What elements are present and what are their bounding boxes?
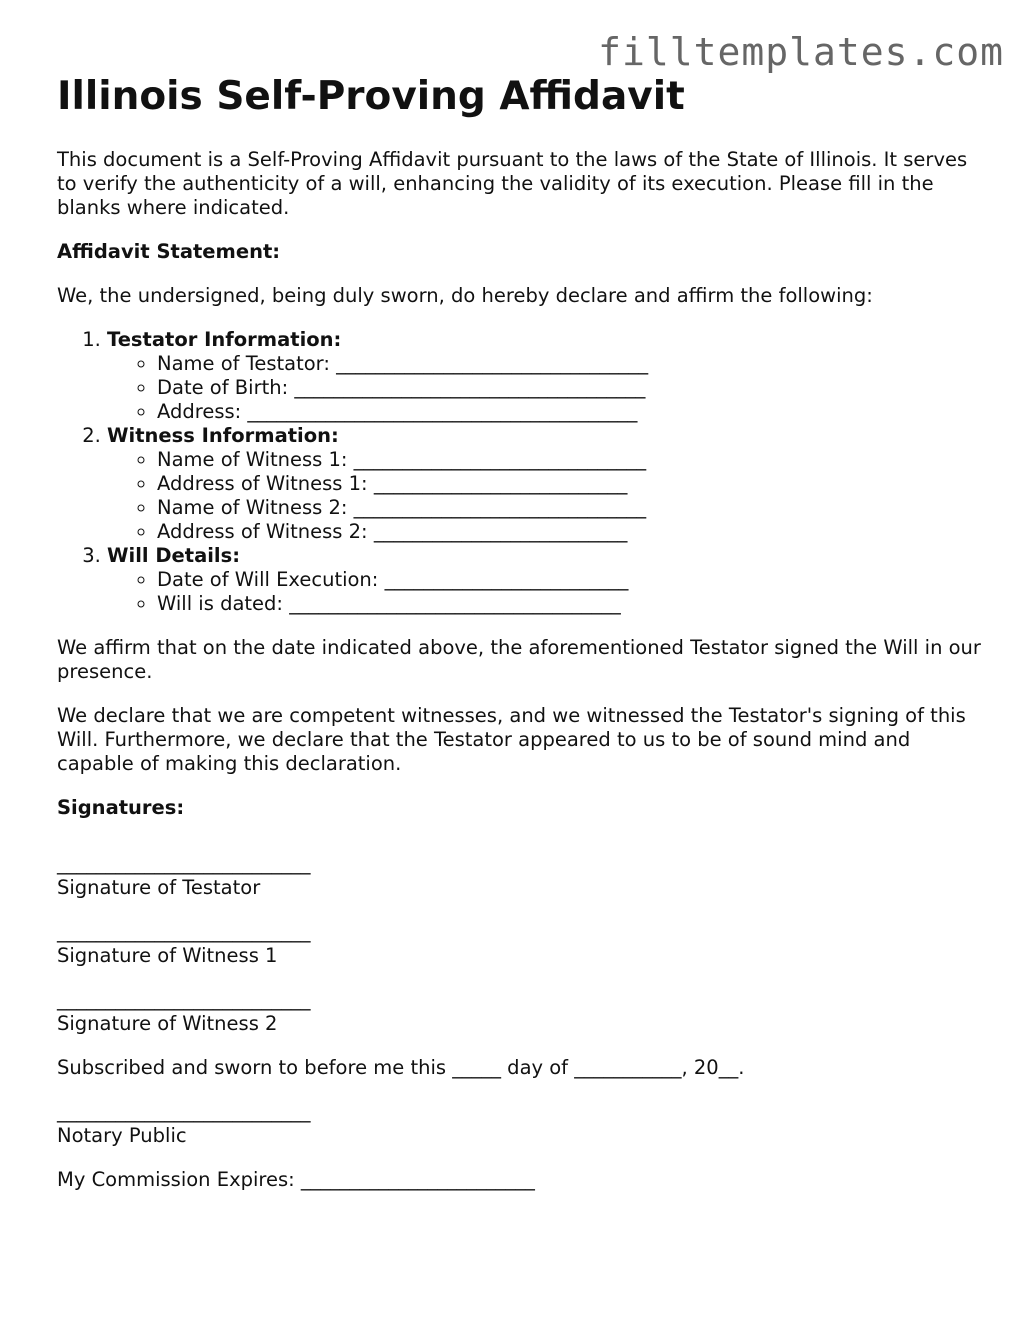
signature-block-witness-2 xyxy=(57,988,992,1036)
field-name-of-testator[interactable]: ◦ Name of Testator: ________________________________ xyxy=(157,352,992,376)
notary-public-label: Notary Public xyxy=(57,1124,187,1147)
signature-label-witness-2: Signature of Witness 2 xyxy=(57,1012,278,1035)
field-address-of-witness-2[interactable]: ◦ Address of Witness 2: __________________________ xyxy=(157,520,992,544)
signature-block-testator xyxy=(57,852,992,900)
signature-block-notary xyxy=(57,1100,992,1148)
signature-block-witness-1 xyxy=(57,920,992,968)
commission-expires-line[interactable]: My Commission Expires: ________________________ xyxy=(57,1168,535,1191)
statement-heading: Affidavit Statement: xyxy=(57,240,281,263)
subscribed-sworn-line[interactable]: Subscribed and sworn to before me this _____ day of ___________, 20__. xyxy=(57,1056,745,1079)
field-address[interactable]: ◦ Address: ________________________________________ xyxy=(157,400,992,424)
signature-line-witness-1[interactable]: __________________________ xyxy=(57,920,311,943)
declare-paragraph: We declare that we are competent witnesses, and we witnessed the Testator's signing of this Will. Furthermore, we declare that the Testator appeared to us to be of sound mind and capable of making this declaration. xyxy=(57,704,966,775)
field-date-of-will-execution[interactable]: ◦ Date of Will Execution: _________________________ xyxy=(157,568,992,592)
field-name-of-witness-2[interactable]: ◦ Name of Witness 2: ______________________________ xyxy=(157,496,992,520)
signatures-heading: Signatures: xyxy=(57,796,185,819)
signature-label-testator: Signature of Testator xyxy=(57,876,261,899)
section-title: Witness Information: xyxy=(107,424,339,447)
statement-lead: We, the undersigned, being duly sworn, do hereby declare and affirm the following: xyxy=(57,284,873,307)
signature-line-notary[interactable]: __________________________ xyxy=(57,1100,311,1123)
section-will-details xyxy=(107,544,992,616)
signature-line-witness-2[interactable]: __________________________ xyxy=(57,988,311,1011)
signature-label-witness-1: Signature of Witness 1 xyxy=(57,944,278,967)
section-title: Will Details: xyxy=(107,544,241,567)
affidavit-sections-list xyxy=(57,328,992,616)
field-date-of-birth[interactable]: ◦ Date of Birth: ____________________________________ xyxy=(157,376,992,400)
affirm-paragraph: We affirm that on the date indicated above, the aforementioned Testator signed the Will in our presence. xyxy=(57,636,981,683)
section-testator-information xyxy=(107,328,992,424)
field-name-of-witness-1[interactable]: ◦ Name of Witness 1: ______________________________ xyxy=(157,448,992,472)
field-address-of-witness-1[interactable]: ◦ Address of Witness 1: __________________________ xyxy=(157,472,992,496)
watermark-text: filltemplates.com xyxy=(598,30,1004,74)
document-title: Illinois Self-Proving Affidavit xyxy=(57,74,685,119)
intro-paragraph: This document is a Self-Proving Affidavit pursuant to the laws of the State of Illinois. It serves to verify the authenticity of a will, enhancing the validity of its execution. Please fill in the blanks where indicated. xyxy=(57,148,968,219)
section-witness-information xyxy=(107,424,992,544)
section-fields-list xyxy=(107,568,992,616)
field-will-is-dated[interactable]: ◦ Will is dated: __________________________________ xyxy=(157,592,992,616)
signature-line-testator[interactable]: __________________________ xyxy=(57,852,311,875)
document-page xyxy=(57,72,992,1192)
section-fields-list xyxy=(107,352,992,424)
section-title: Testator Information: xyxy=(107,328,342,351)
section-fields-list xyxy=(107,448,992,544)
